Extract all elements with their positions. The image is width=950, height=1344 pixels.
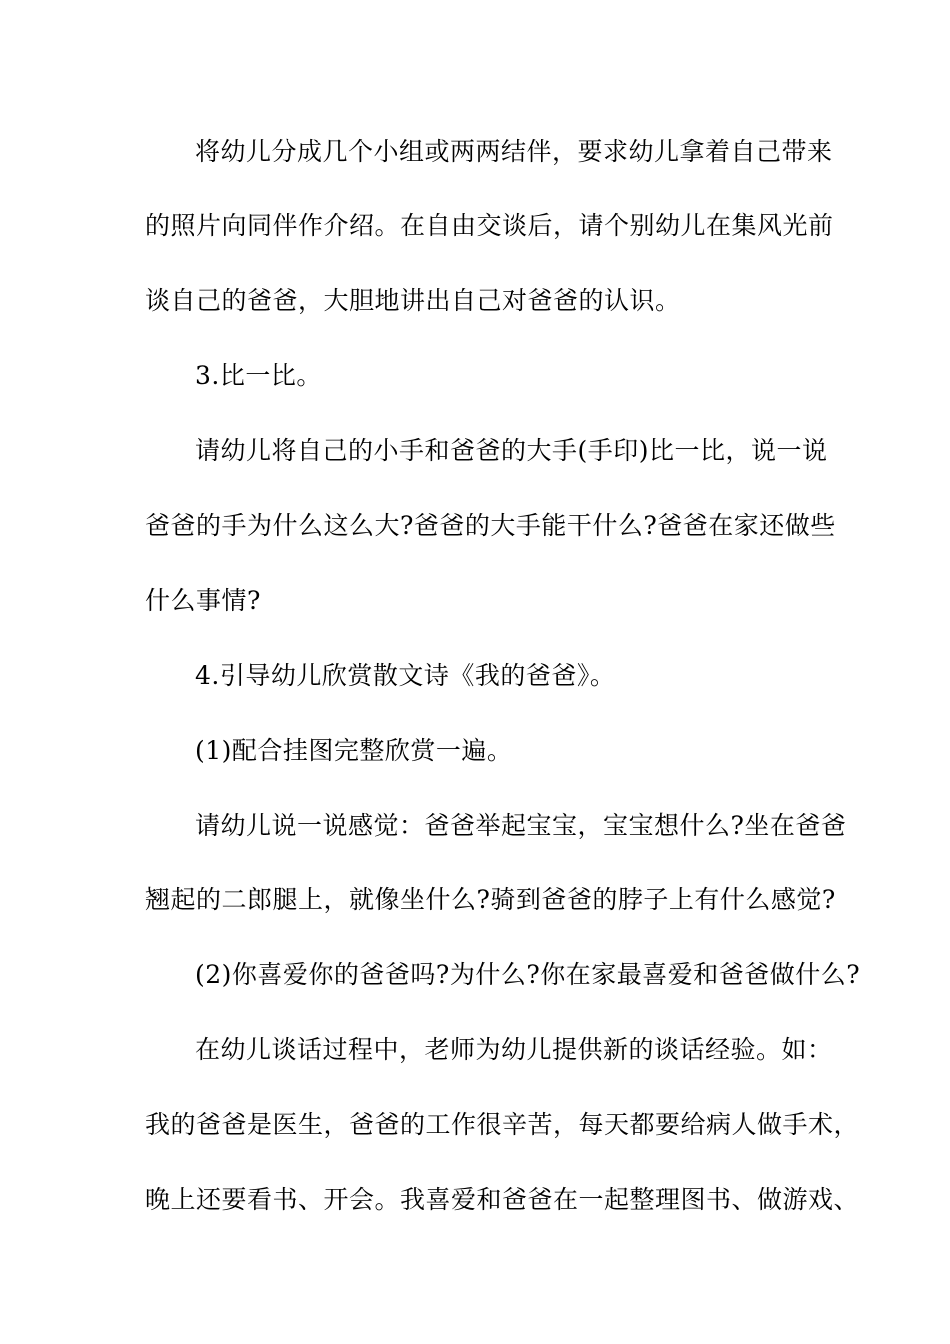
subsection-heading-1: (1)配合挂图完整欣赏一遍。 — [195, 736, 513, 765]
paragraph-line-5: 请幼儿将自己的小手和爸爸的大手(手印)比一比，说一说 — [195, 436, 828, 465]
paragraph-line-3: 谈自己的爸爸，大胆地讲出自己对爸爸的认识。 — [145, 286, 681, 315]
paragraph-line-1: 将幼儿分成几个小组或两两结伴，要求幼儿拿着自己带来 — [195, 137, 833, 166]
paragraph-line-15: 晚上还要看书、开会。我喜爱和爸爸在一起整理图书、做游戏、 — [145, 1185, 860, 1214]
paragraph-line-7: 什么事情? — [145, 586, 261, 615]
paragraph-line-14: 我的爸爸是医生，爸爸的工作很辛苦，每天都要给病人做手术， — [145, 1110, 860, 1139]
paragraph-line-10: 请幼儿说一说感觉：爸爸举起宝宝，宝宝想什么?坐在爸爸 — [195, 811, 847, 840]
subsection-heading-2: (2)你喜爱你的爸爸吗?为什么?你在家最喜爱和爸爸做什么? — [195, 960, 861, 989]
paragraph-line-2: 的照片向同伴作介绍。在自由交谈后，请个别幼儿在集风光前 — [145, 211, 834, 240]
paragraph-line-13: 在幼儿谈话过程中，老师为幼儿提供新的谈话经验。如： — [195, 1035, 833, 1064]
section-heading-3: 3.比一比。 — [195, 361, 322, 390]
section-heading-4: 4.引导幼儿欣赏散文诗《我的爸爸》。 — [195, 661, 616, 690]
paragraph-line-11: 翘起的二郎腿上，就像坐什么?骑到爸爸的脖子上有什么感觉? — [145, 885, 836, 914]
paragraph-line-6: 爸爸的手为什么这么大?爸爸的大手能干什么?爸爸在家还做些 — [145, 511, 836, 540]
